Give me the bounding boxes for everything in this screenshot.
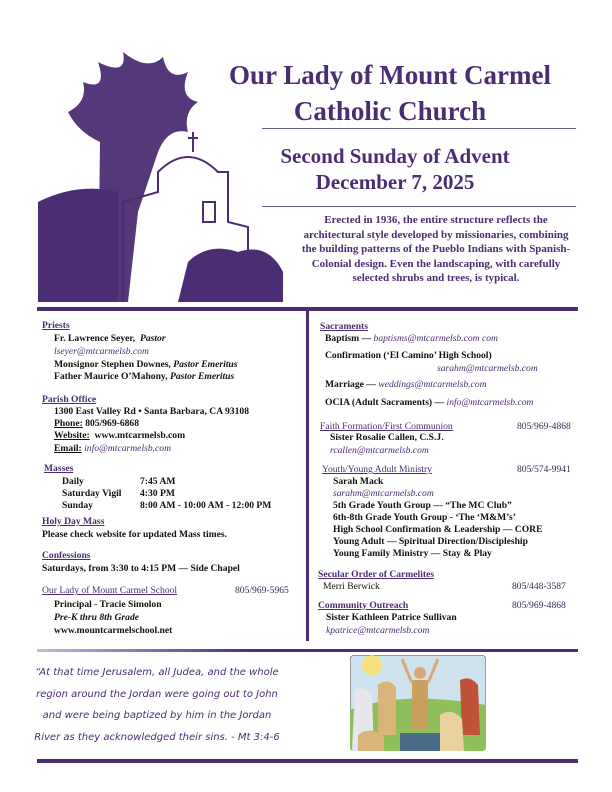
youth-program: Young Adult — Spiritual Direction/Discipleship: [333, 536, 528, 547]
parish-phone: 805/969-6868: [85, 418, 140, 429]
youth-ministry-heading: Youth/Young Adult Ministry: [322, 464, 433, 475]
mass-time: 8:00 AM - 10:00 AM - 12:00 PM: [140, 500, 272, 511]
parish-office-heading: Parish Office: [42, 394, 97, 405]
faith-formation-heading: Faith Formation/First Communion: [320, 421, 453, 432]
school-phone: 805/969-5965: [235, 585, 289, 596]
holy-day-text: Please check website for updated Mass times.: [42, 529, 228, 540]
youth-ministry-phone: 805/574-9941: [517, 464, 571, 475]
website-label: Website:: [54, 430, 90, 441]
scripture-quote: “At that time Jerusalem, all Judea, and the whole region around the Jordan were going out to John and were being baptized by him in the Jordan River as they acknowledged their sins. - Mt 3:4-6: [34, 667, 280, 743]
pastor-email[interactable]: lseyer@mtcarmelsb.com: [54, 346, 149, 357]
column-divider: [306, 309, 309, 641]
phone-label: Phone:: [54, 418, 83, 429]
confirmation-email[interactable]: sarahm@mtcarmelsb.com: [437, 363, 538, 374]
mass-time: 7:45 AM: [140, 476, 176, 487]
section-divider: [37, 649, 578, 652]
carmelites-contact: Merri Berwick: [323, 581, 380, 592]
youth-program: Young Family Ministry — Stay & Play: [333, 548, 492, 559]
outreach-email[interactable]: kpatrice@mtcarmelsb.com: [326, 625, 430, 636]
mass-day: Daily: [62, 476, 84, 487]
youth-ministry-email[interactable]: sarahm@mtcarmelsb.com: [333, 488, 434, 499]
marriage-label: Marriage —: [325, 379, 376, 390]
church-name-line1: Our Lady of Mount Carmel: [229, 60, 551, 90]
parish-email[interactable]: info@mtcarmelsb.com: [84, 443, 172, 454]
emeritus-role: Pastor Emeritus: [173, 359, 238, 370]
church-history-intro: Erected in 1936, the entire structure reflects the architectural style developed by missionaries, combining the building patterns of the Pueblo Indians with Spanish-Colonial design. Even the landscaping, with carefully selected shrubs and trees, is typical.: [301, 214, 571, 284]
youth-program: 5th Grade Youth Group — “The MC Club”: [333, 500, 512, 511]
outreach-phone: 805/969-4868: [512, 600, 566, 611]
school-grades: Pre-K thru 8th Grade: [54, 612, 140, 623]
emeritus-name: Monsignor Stephen Downes,: [54, 359, 171, 370]
parish-website[interactable]: www.mtcarmelsb.com: [94, 430, 186, 441]
marriage-email[interactable]: weddings@mtcarmelsb.com: [378, 379, 487, 390]
email-label: Email:: [54, 443, 82, 454]
youth-program: High School Confirmation & Leadership — CORE: [333, 524, 543, 535]
church-name-line2: Catholic Church: [293, 96, 487, 126]
baptism-email[interactable]: baptisms@mtcarmelsb.com com: [373, 333, 498, 344]
pastor-name: Fr. Lawrence Seyer,: [54, 333, 136, 344]
youth-program: 6th-8th Grade Youth Group - ‘The ‘M&M’s’: [333, 512, 516, 523]
carmelites-phone: 805/448-3587: [512, 581, 566, 592]
holy-day-heading: Holy Day Mass: [42, 516, 105, 527]
priests-heading: Priests: [42, 320, 70, 331]
footer-divider: [37, 759, 578, 763]
faith-formation-contact: Sister Rosalie Callen, C.S.J.: [330, 432, 444, 443]
faith-formation-phone: 805/969-4868: [517, 421, 571, 432]
header-divider: [262, 206, 576, 207]
occasion-title: Second Sunday of Advent: [280, 144, 510, 168]
youth-ministry-contact: Sarah Mack: [333, 476, 384, 487]
school-website[interactable]: www.mountcarmelschool.net: [54, 625, 173, 636]
faith-formation-email[interactable]: rcallen@mtcarmelsb.com: [330, 445, 429, 456]
ocia-email[interactable]: info@mtcarmelsb.com: [446, 397, 534, 408]
confirmation-label: Confirmation (‘El Camino’ High School): [325, 350, 492, 361]
school-heading: Our Lady of Mount Carmel School: [42, 585, 178, 596]
emeritus-role: Pastor Emeritus: [170, 371, 235, 382]
baptism-label: Baptism —: [325, 333, 372, 344]
bulletin-date: December 7, 2025: [315, 170, 475, 194]
mass-time: 4:30 PM: [140, 488, 175, 499]
emeritus-name: Father Maurice O’Mahony,: [54, 371, 168, 382]
carmelites-heading: Secular Order of Carmelites: [318, 569, 435, 580]
sacraments-heading: Sacraments: [320, 321, 368, 332]
mass-day: Saturday Vigil: [62, 488, 122, 499]
ocia-label: OCIA (Adult Sacraments) —: [325, 397, 445, 408]
john-the-baptist-illustration: [350, 655, 486, 751]
confessions-text: Saturdays, from 3:30 to 4:15 PM — Side Chapel: [42, 563, 240, 574]
pastor-role: Pastor: [139, 333, 166, 344]
parish-address: 1300 East Valley Rd • Santa Barbara, CA 93108: [54, 406, 249, 417]
header-divider: [262, 128, 576, 129]
school-principal: Principal - Tracie Simolon: [54, 599, 162, 610]
mass-day: Sunday: [62, 500, 93, 511]
outreach-contact: Sister Kathleen Patrice Sullivan: [326, 612, 457, 623]
confessions-heading: Confessions: [42, 550, 91, 561]
masses-heading: Masses: [44, 463, 74, 474]
outreach-heading: Community Outreach: [318, 600, 409, 611]
